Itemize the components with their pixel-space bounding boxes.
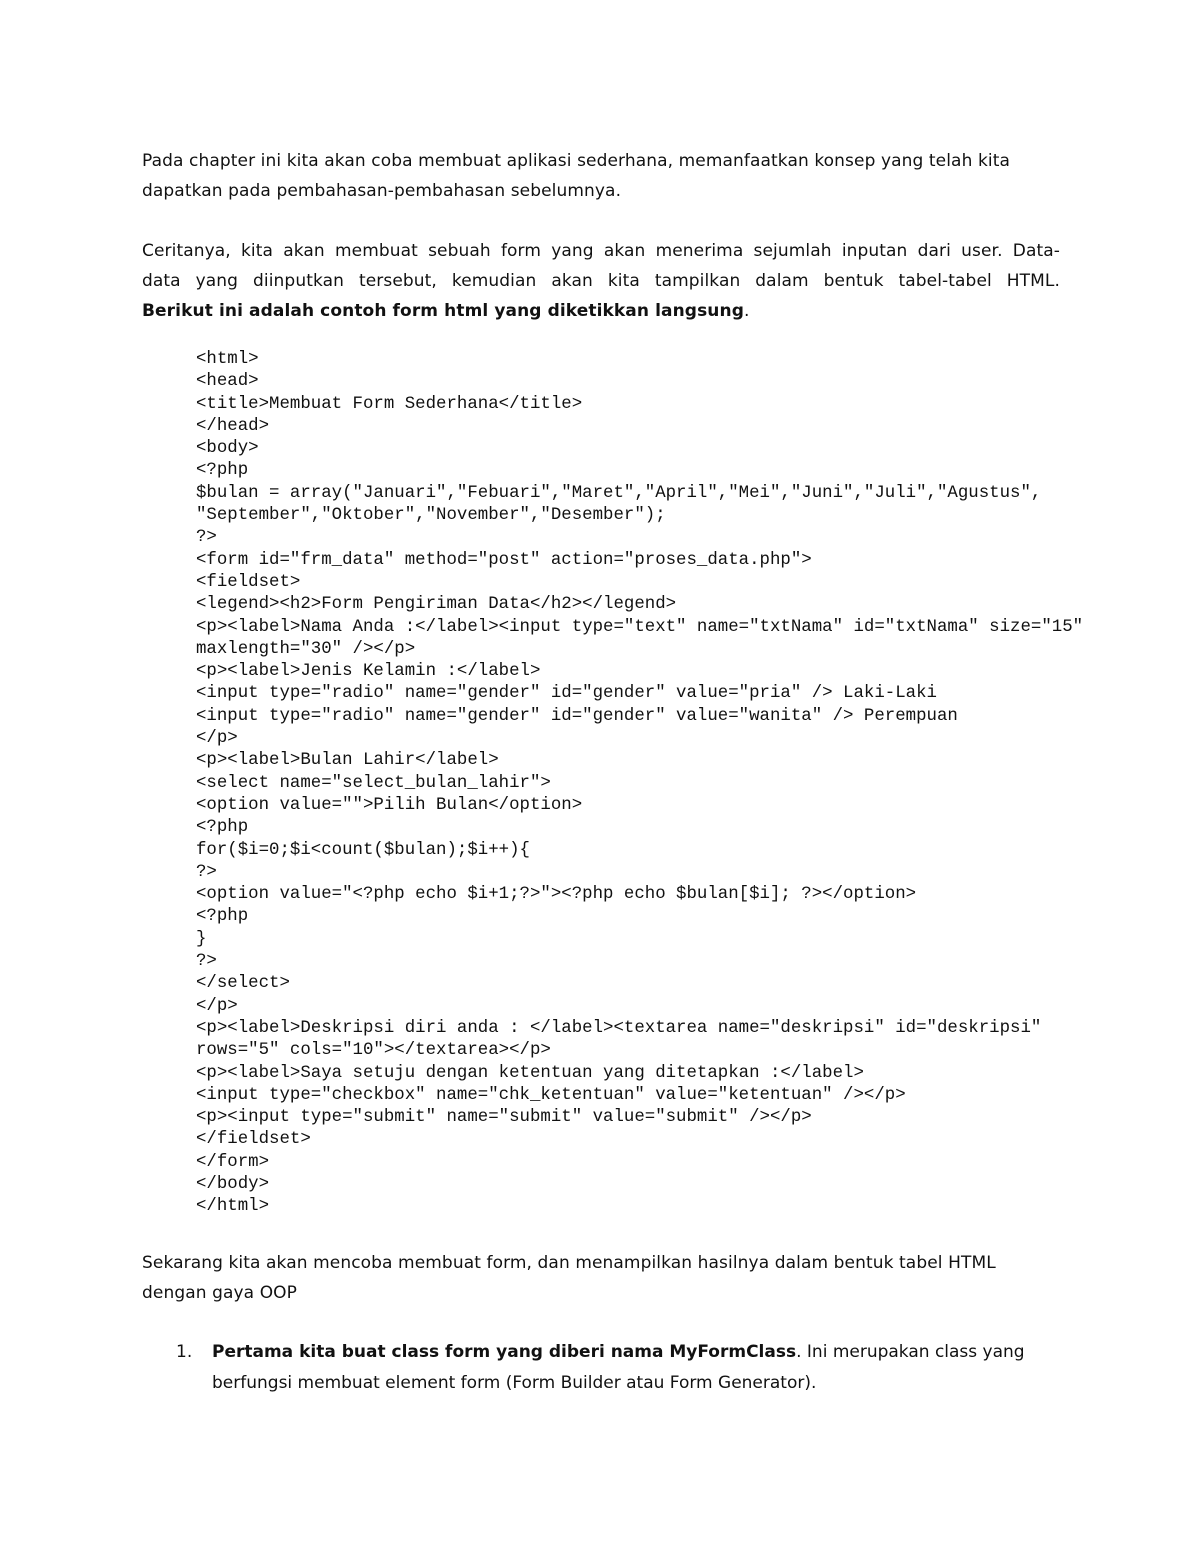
code-line: <p><label>Bulan Lahir</label> <box>196 751 499 771</box>
code-line: </form> <box>196 1152 270 1172</box>
code-line: <option value="">Pilih Bulan</option> <box>196 795 583 815</box>
code-line: <input type="radio" name="gender" id="gender" value="pria" /> Laki-Laki <box>196 684 937 704</box>
list-item-number: 1. <box>176 1342 193 1362</box>
code-line: </head> <box>196 416 270 436</box>
code-line: <form id="frm_data" method="post" action="proses_data.php"> <box>196 550 812 570</box>
intro-line-2: dapatkan pada pembahasan-pembahasan sebelumnya. <box>142 181 622 201</box>
code-line: <?php <box>196 818 249 838</box>
story-line-2: data yang diinputkan tersebut, kemudian akan kita tampilkan dalam bentuk tabel-tabel HTML. <box>142 271 1060 291</box>
code-line: <head> <box>196 372 259 392</box>
code-line: <?php <box>196 461 249 481</box>
code-line: <?php <box>196 907 249 927</box>
code-line: ?> <box>196 952 217 972</box>
list-item-line-1 <box>212 1337 1072 1368</box>
code-line: </p> <box>196 996 238 1016</box>
outro-line-2: dengan gaya OOP <box>142 1283 298 1303</box>
story-bold-suffix: . <box>743 301 750 321</box>
code-line: rows="5" cols="10"></textarea></p> <box>196 1041 551 1061</box>
story-line-3 <box>142 296 1060 326</box>
code-block <box>196 349 1186 1219</box>
code-line: ?> <box>196 862 217 882</box>
intro-paragraph <box>142 146 1060 206</box>
code-line: <p><label>Saya setuju dengan ketentuan yang ditetapkan :</label> <box>196 1063 864 1083</box>
code-line: <select name="select_bulan_lahir"> <box>196 773 551 793</box>
code-line: </body> <box>196 1174 270 1194</box>
story-bold-text: Berikut ini adalah contoh form html yang diketikkan langsung <box>142 301 744 321</box>
code-line: <fieldset> <box>196 572 301 592</box>
code-line: <p><label>Deskripsi diri anda : </label><textarea name="deskripsi" id="deskripsi" <box>196 1018 1042 1038</box>
code-line: } <box>196 929 207 949</box>
code-line: for($i=0;$i<count($bulan);$i++){ <box>196 840 530 860</box>
story-paragraph <box>142 236 1060 326</box>
outro-line-1: Sekarang kita akan mencoba membuat form, dan menampilkan hasilnya dalam bentuk tabel HTML <box>142 1253 996 1273</box>
code-line: <html> <box>196 350 259 369</box>
list-item-bold-text: Pertama kita buat class form yang diberi nama MyFormClass <box>212 1342 797 1362</box>
code-line: <input type="checkbox" name="chk_ketentuan" value="ketentuan" /></p> <box>196 1085 906 1105</box>
code-line: "September","Oktober","November","Desember"); <box>196 506 666 526</box>
code-line: <body> <box>196 439 259 459</box>
code-line: maxlength="30" /></p> <box>196 639 416 659</box>
code-line: ?> <box>196 528 217 548</box>
list-item <box>142 1337 1072 1399</box>
code-line: <p><input type="submit" name="submit" value="submit" /></p> <box>196 1108 812 1128</box>
code-line: <p><label>Jenis Kelamin :</label> <box>196 662 541 682</box>
code-line: <option value="<?php echo $i+1;?>"><?php echo $bulan[$i]; ?></option> <box>196 885 917 905</box>
code-line: </select> <box>196 974 290 994</box>
story-line-1: Ceritanya, kita akan membuat sebuah form yang akan menerima sejumlah inputan dari user. Data- <box>142 241 1060 261</box>
code-line: </html> <box>196 1197 270 1217</box>
code-line: <input type="radio" name="gender" id="gender" value="wanita" /> Perempuan <box>196 706 958 726</box>
list-item-line-2: berfungsi membuat element form (Form Builder atau Form Generator). <box>212 1373 817 1393</box>
code-line: </p> <box>196 729 238 749</box>
code-line: <p><label>Nama Anda :</label><input type="text" name="txtNama" id="txtNama" size="15" <box>196 617 1084 637</box>
code-line: $bulan = array("Januari","Febuari","Maret","April","Mei","Juni","Juli","Agustus", <box>196 483 1042 503</box>
code-line: <title>Membuat Form Sederhana</title> <box>196 394 583 414</box>
numbered-list <box>142 1337 1072 1399</box>
list-item-line-1-rest: . Ini merupakan class yang <box>796 1342 1025 1362</box>
code-line: <legend><h2>Form Pengiriman Data</h2></legend> <box>196 595 677 615</box>
intro-line-1: Pada chapter ini kita akan coba membuat aplikasi sederhana, memanfaatkan konsep yang telah kita <box>142 151 1011 171</box>
code-line: </fieldset> <box>196 1130 311 1150</box>
outro-paragraph <box>142 1248 1060 1308</box>
